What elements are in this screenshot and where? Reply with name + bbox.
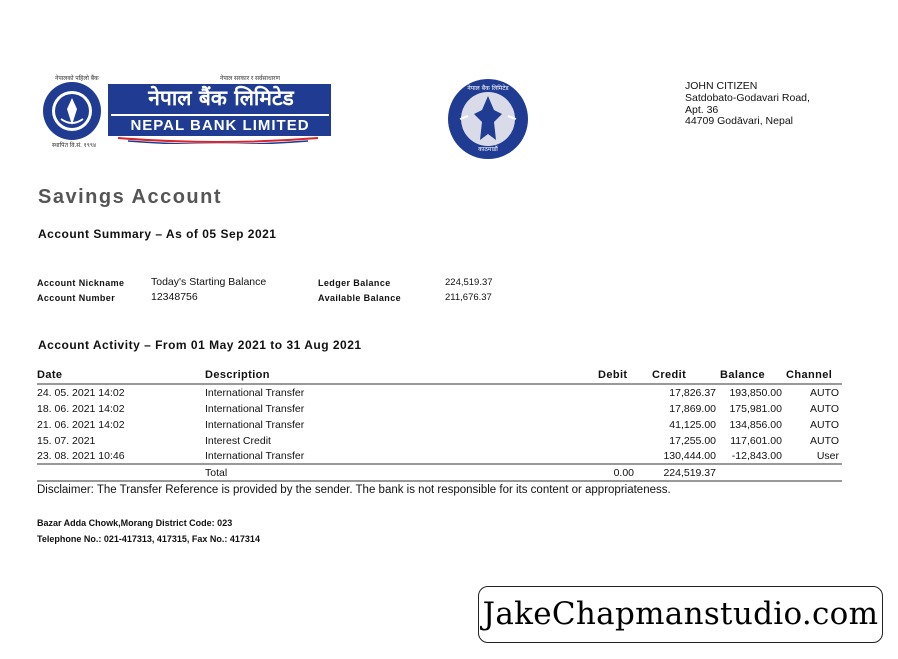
- row-channel: AUTO: [810, 403, 839, 415]
- total-credit: 224,519.37: [663, 467, 716, 479]
- footer-address: Bazar Adda Chowk,Morang District Code: 023: [37, 518, 233, 528]
- customer-name: JOHN CITIZEN: [685, 80, 758, 92]
- row-channel: User: [816, 450, 839, 462]
- row-credit: 17,869.00: [669, 403, 716, 415]
- customer-address-line3: 44709 Godāvari, Nepal: [685, 115, 793, 127]
- row-description: International Transfer: [205, 450, 305, 462]
- seal-text-bottom: काठमाडौं: [478, 146, 498, 153]
- bank-emblem-icon: [41, 81, 103, 141]
- row-date: 24. 05. 2021 14:02: [37, 387, 125, 399]
- row-balance: 193,850.00: [729, 387, 782, 399]
- seal-text-top: नेपाल बैंक लिमिटेड: [467, 85, 509, 92]
- logo-tagline-bottom: स्थापित वि.सं. १९९४: [52, 143, 97, 149]
- bank-name-english: NEPAL BANK LIMITED: [111, 114, 329, 135]
- page-title: Savings Account: [38, 186, 223, 208]
- row-balance: 117,601.00: [730, 435, 782, 447]
- row-channel: AUTO: [810, 387, 839, 399]
- row-date: 18. 06. 2021 14:02: [37, 403, 125, 415]
- row-channel: AUTO: [810, 419, 839, 431]
- nickname-value: Today's Starting Balance: [151, 276, 267, 288]
- footer-phone: Telephone No.: 021-417313, 417315, Fax No.: 417314: [37, 534, 260, 544]
- row-balance: -12,843.00: [731, 450, 782, 462]
- watermark: JakeChapmanstudio.com: [478, 586, 883, 643]
- table-header-rule: [37, 383, 842, 385]
- total-debit: 0.00: [613, 467, 634, 479]
- row-credit: 41,125.00: [669, 419, 716, 431]
- row-balance: 175,981.00: [729, 403, 782, 415]
- available-balance-value: 211,676.37: [445, 292, 492, 303]
- available-balance-label: Available Balance: [318, 293, 402, 303]
- row-description: International Transfer: [205, 419, 305, 431]
- account-number-label: Account Number: [37, 293, 116, 303]
- nickname-label: Account Nickname: [37, 278, 125, 288]
- row-description: International Transfer: [205, 387, 305, 399]
- row-channel: AUTO: [810, 435, 839, 447]
- table-total-rule: [37, 463, 842, 465]
- col-header-channel: Channel: [786, 369, 833, 381]
- row-credit: 130,444.00: [663, 450, 716, 462]
- row-date: 21. 06. 2021 14:02: [37, 419, 125, 431]
- logo-tagline-right: नेपाल सरकार र सर्वसाधारण: [220, 76, 280, 82]
- total-label: Total: [205, 467, 228, 479]
- col-header-date: Date: [37, 369, 63, 381]
- summary-heading: Account Summary – As of 05 Sep 2021: [38, 227, 277, 241]
- col-header-balance: Balance: [720, 369, 765, 381]
- row-credit: 17,826.37: [669, 387, 716, 399]
- logo-tagline-left: नेपालको पहिलो बैंक: [55, 76, 99, 82]
- customer-address-line1: Satdobato-Godavari Road,: [685, 92, 810, 104]
- row-credit: 17,255.00: [669, 435, 716, 447]
- row-date: 15. 07. 2021: [37, 435, 96, 447]
- account-number-value: 12348756: [151, 291, 198, 303]
- ledger-balance-label: Ledger Balance: [318, 278, 391, 288]
- activity-heading: Account Activity – From 01 May 2021 to 31 Aug 2021: [38, 338, 362, 352]
- row-date: 23. 08. 2021 10:46: [37, 450, 125, 462]
- bank-name-nepali: नेपाल बैंक लिमिटेड: [148, 86, 294, 110]
- customer-address-line2: Apt. 36: [685, 104, 719, 116]
- col-header-debit: Debit: [598, 369, 628, 381]
- col-header-credit: Credit: [652, 369, 687, 381]
- logo-swoosh: [118, 136, 318, 144]
- ledger-balance-value: 224,519.37: [445, 277, 493, 288]
- row-balance: 134,856.00: [729, 419, 782, 431]
- table-bottom-rule: [37, 480, 842, 482]
- disclaimer: Disclaimer: The Transfer Reference is provided by the sender. The bank is not responsible for its content or appropriateness.: [37, 484, 671, 496]
- row-description: Interest Credit: [205, 435, 271, 447]
- row-description: International Transfer: [205, 403, 305, 415]
- col-header-description: Description: [205, 369, 270, 381]
